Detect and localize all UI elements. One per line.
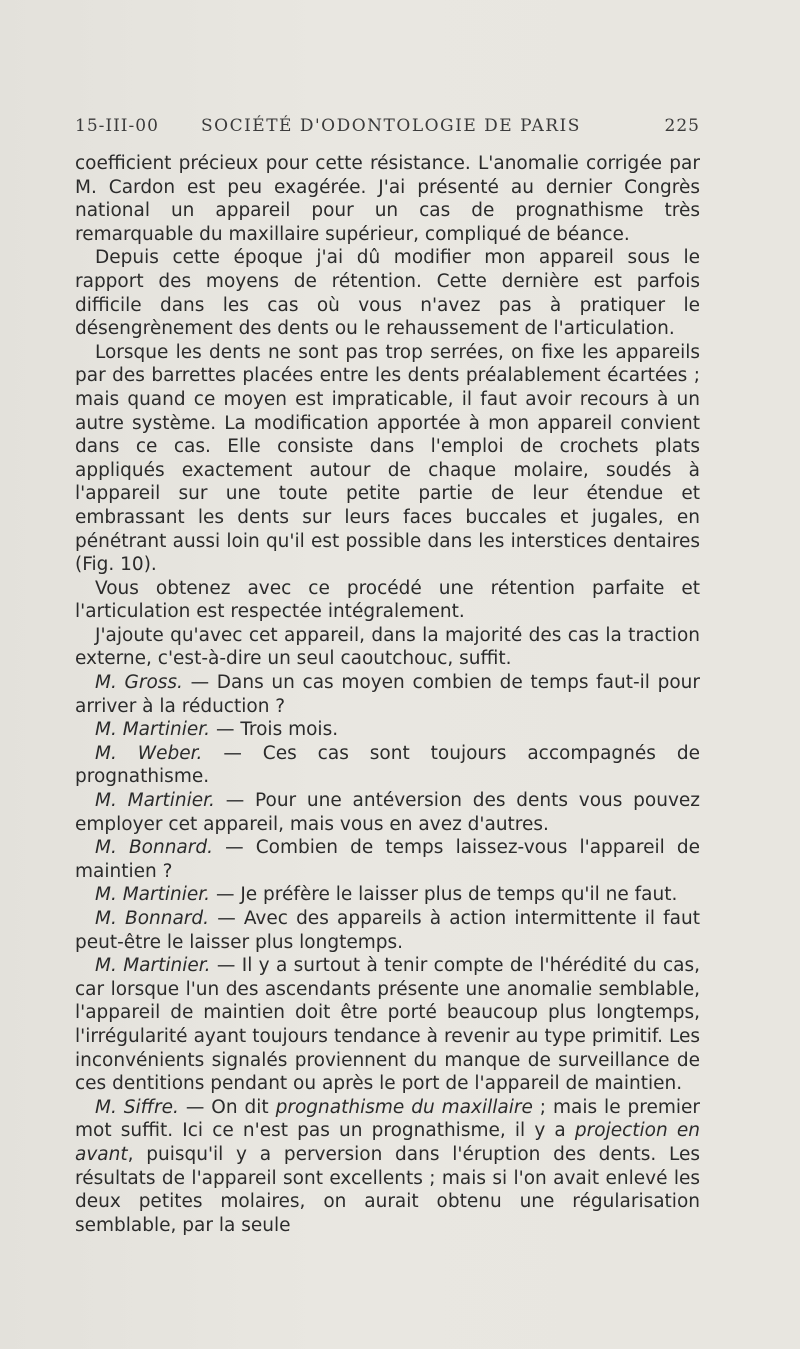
speaker-name: M. Bonnard.	[95, 908, 210, 929]
header-title: SOCIÉTÉ D'ODONTOLOGIE DE PARIS	[201, 116, 581, 136]
speaker-name: M. Siffre.	[95, 1096, 179, 1118]
speech-text: — Ces cas sont toujours accompagnés de prognathisme.	[75, 742, 700, 788]
paragraph-text: Lorsque les dents ne sont pas trop serrées, on fixe les appareils par des barrettes placées entre les dents préalablement écartées ; mais quand ce moyen est impraticable, il faut avoir recours à un autre système. La modification apportée à mon appareil convient dans ce cas. Elle consiste dans l'emploi de crochets plats appliqués exactement autour de chaque molaire, soudés à l'appareil sur une toute petite partie de leur étendue et embrassant les dents sur leurs faces buccales et jugales, en pénétrant aussi loin qu'il est possible dans les interstices dentaires (Fig. 10).	[75, 341, 700, 576]
paragraph	[75, 152, 700, 246]
speech-text: — Il y a surtout à tenir compte de l'hérédité du cas, car lorsque l'un des ascendants présente une anomalie semblable, l'appareil de maintien doit être porté beaucoup plus longtemps, l'irrégularité ayant toujours tendance à revenir au type primitif. Les inconvénients signalés proviennent du manque de surveillance de ces dentitions pendant ou après le port de l'appareil de maintien.	[75, 955, 700, 1095]
paragraph-text: Vous obtenez avec ce procédé une rétention parfaite et l'articulation est respectée intégralement.	[75, 577, 700, 623]
paragraph	[75, 246, 700, 340]
dialogue-paragraph	[75, 718, 700, 742]
dialogue-paragraph	[75, 1096, 700, 1238]
dialogue-paragraph	[75, 907, 700, 954]
dialogue-paragraph	[75, 742, 700, 789]
speech-segment: , puisqu'il y a perversion dans l'éruption des dents. Les résultats de l'appareil sont excellents ; mais si l'on avait enlevé les deux petites molaires, on aurait obtenu une régularisation semblable, par la seule	[75, 1143, 700, 1236]
speech-text: — Avec des appareils à action intermittente il faut peut-être le laisser plus longtemps.	[75, 908, 700, 953]
speech-segment: — On dit	[185, 1096, 276, 1118]
speech-text: — Trois mois.	[215, 719, 339, 741]
speech-text: — Dans un cas moyen combien de temps faut-il pour arriver à la réduction ?	[75, 672, 700, 717]
speaker-name: M. Bonnard.	[95, 837, 213, 859]
dialogue-paragraph	[75, 883, 700, 907]
body-text	[75, 152, 700, 1237]
paragraph	[75, 577, 700, 624]
paragraph	[75, 624, 700, 671]
paragraph-text: J'ajoute qu'avec cet appareil, dans la majorité des cas la traction externe, c'est-à-dire un seul caoutchouc, suffit.	[75, 624, 700, 670]
dialogue-paragraph	[75, 954, 700, 1096]
paragraph-text: Depuis cette époque j'ai dû modifier mon appareil sous le rapport des moyens de rétention. Cette dernière est parfois difficile dans les cas où vous n'avez pas à pratiquer le désengrènement des dents ou le rehaussement de l'articulation.	[75, 247, 700, 340]
speaker-name: M. Weber.	[95, 742, 203, 764]
speaker-name: M. Martinier.	[95, 790, 215, 812]
speech-text: — Pour une antéversion des dents vous pouvez employer cet appareil, mais vous en avez d'autres.	[75, 790, 701, 835]
speaker-name: M. Martinier.	[95, 719, 211, 741]
speech-text: — Je préfère le laisser plus de temps qu'il ne faut.	[215, 884, 678, 906]
italic-phrase: prognathisme du maxillaire	[275, 1096, 533, 1118]
speaker-name: M. Martinier.	[95, 955, 211, 977]
dialogue-paragraph	[75, 671, 700, 718]
page-number: 225	[664, 116, 700, 136]
header-date: 15-III-00	[75, 116, 159, 136]
running-header	[75, 116, 700, 144]
speech-segment: ; mais le premier mot suffit. Ici ce n'est pas un prognathisme, il y a	[75, 1096, 701, 1142]
dialogue-paragraph	[75, 789, 700, 836]
speech-text: — Combien de temps laissez-vous l'appareil de maintien ?	[75, 837, 700, 882]
dialogue-paragraph	[75, 836, 700, 883]
speaker-name: M. Gross.	[95, 672, 183, 694]
paragraph-text: coefficient précieux pour cette résistance. L'anomalie corrigée par M. Cardon est peu exagérée. J'ai présenté au dernier Congrès national un appareil pour un cas de prognathisme très remarquable du maxillaire supérieur, compliqué de béance.	[75, 153, 700, 245]
speaker-name: M. Martinier.	[95, 884, 211, 906]
paragraph	[75, 341, 700, 577]
italic-phrase: projection en avant	[75, 1120, 700, 1165]
